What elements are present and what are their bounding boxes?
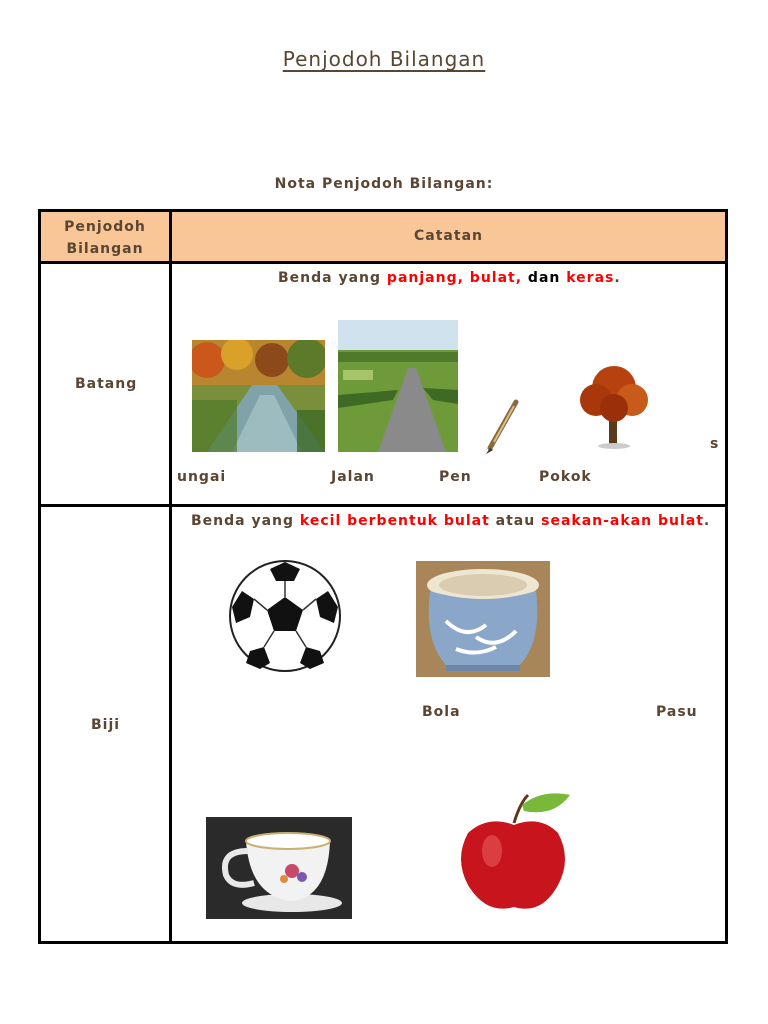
teacup-image <box>206 817 352 919</box>
table-row <box>40 263 727 506</box>
apple-image <box>458 789 572 917</box>
note-line <box>191 513 710 529</box>
note-keyword: panjang, <box>386 270 464 286</box>
note-keyword: bulat, <box>469 270 523 286</box>
item-label: Pokok <box>539 469 592 485</box>
header-classifier-line1: Penjodoh <box>64 219 146 235</box>
item-label: Pen <box>439 469 472 485</box>
pot-image <box>416 561 550 677</box>
soccer-ball-image <box>228 559 342 673</box>
header-cell-notes <box>171 211 727 263</box>
table-header-row <box>40 211 727 263</box>
item-label: Pasu <box>656 704 698 720</box>
note-prefix: Benda yang <box>191 513 295 529</box>
row-notes-cell <box>171 506 727 943</box>
note-keyword: keras <box>566 270 615 286</box>
row-label-cell <box>40 506 171 943</box>
row-notes-cell <box>171 263 727 506</box>
item-label: Bola <box>422 704 461 720</box>
river-image <box>192 340 325 452</box>
row-label-batang: Batang <box>75 376 138 392</box>
road-image <box>338 320 458 452</box>
header-cell-classifier <box>40 211 171 263</box>
note-prefix: Benda yang <box>278 270 382 286</box>
row-label-biji: Biji <box>91 717 121 733</box>
note-keyword: seakan-akan bulat <box>541 513 704 529</box>
row-label-cell <box>40 263 171 506</box>
note-end: . <box>614 270 621 286</box>
note-end: . <box>703 513 711 529</box>
item-label: Jalan <box>331 469 375 485</box>
note-connector: dan <box>527 270 561 286</box>
note-connector: atau <box>495 513 536 529</box>
note-keyword: kecil berbentuk bulat <box>299 513 490 529</box>
pen-image <box>484 398 520 454</box>
item-label: ungai <box>177 469 227 485</box>
header-notes-label: Catatan <box>414 228 483 244</box>
section-subtitle: Nota Penjodoh Bilangan: <box>274 176 494 192</box>
classifier-table <box>38 209 728 944</box>
page-title: Penjodoh Bilangan <box>282 47 486 71</box>
tree-image <box>576 362 652 450</box>
stray-letter: s <box>710 436 720 452</box>
table-row <box>40 506 727 943</box>
note-line <box>278 270 621 286</box>
header-classifier-line2: Bilangan <box>66 241 144 257</box>
